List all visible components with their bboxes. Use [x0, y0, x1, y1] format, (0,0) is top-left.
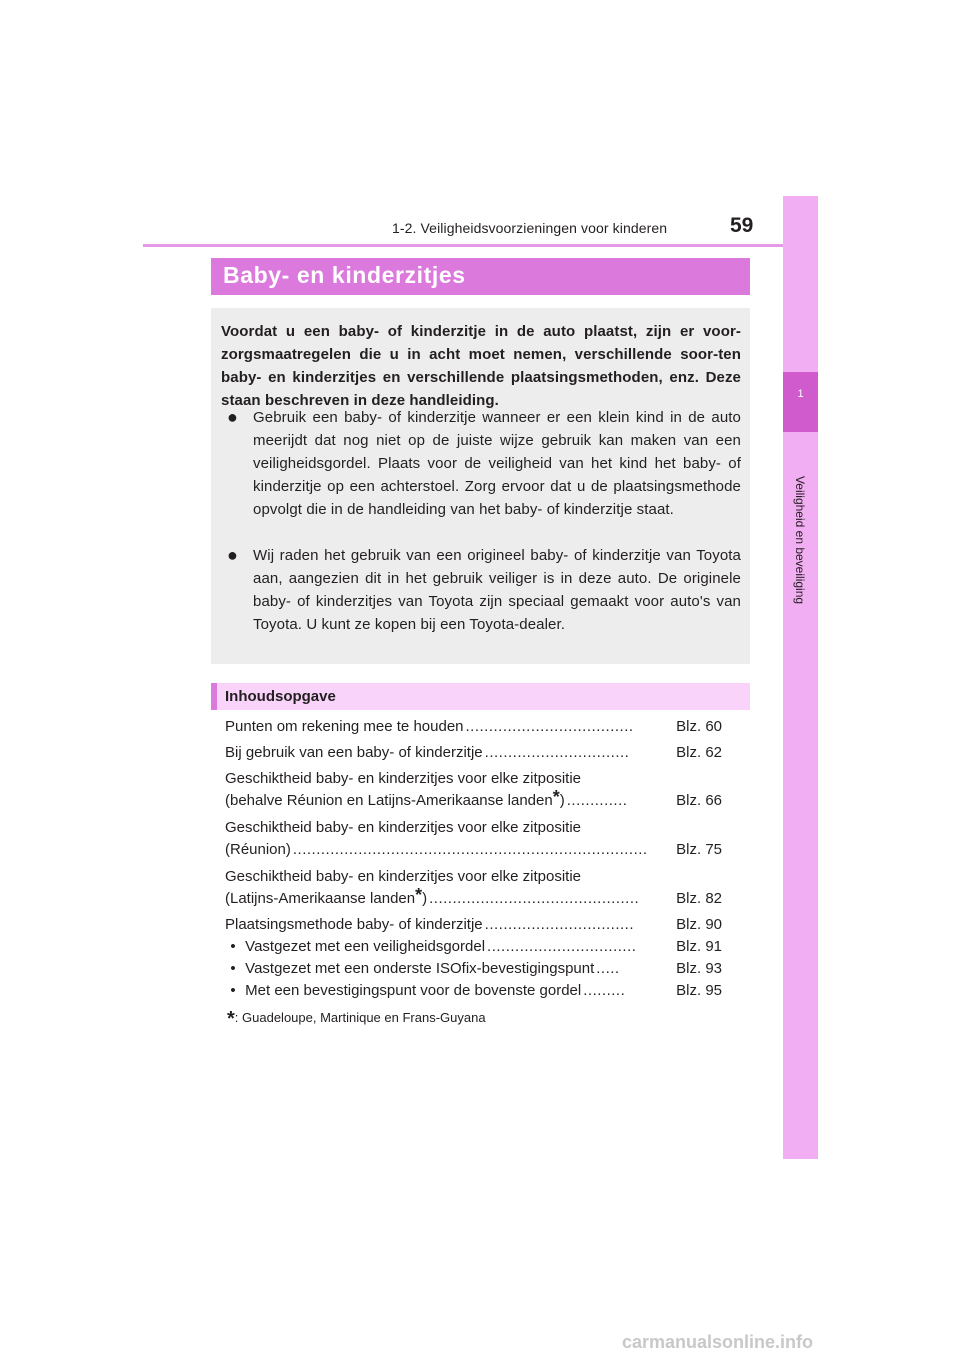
toc-entry[interactable] [225, 914, 722, 936]
bullet-dot-icon: • [230, 960, 236, 977]
toc-entry-line1: Geschiktheid baby- en kinderzitjes voor elke zitpositie [225, 770, 582, 787]
filled-circle-bullet-icon: ● [227, 545, 238, 565]
toc-leader-dots: ............................................................................ [292, 841, 648, 858]
toc-sub-entry-label: • Vastgezet met een veiligheidsgordel [225, 936, 485, 958]
toc-header-bar [211, 683, 750, 710]
toc-header-accent [211, 683, 217, 710]
toc-leader-dots: ............. [566, 792, 628, 809]
toc-sub-entry[interactable] [225, 980, 722, 1002]
toc-leader-dots: ................................ [487, 938, 637, 955]
toc-page-ref: Blz. 66 [676, 792, 722, 809]
toc-leader-dots: ............................... [484, 744, 630, 761]
intro-bullet-text: Gebruik een baby- of kinderzitje wanneer er een klein kind in de auto meerijdt dat nog niet op de juiste wijze gebruik kan maken van een veiligheidsgordel. Plaats voor de veiligheid van het kind het baby- of kinderzitje op een achterstoel. Zorg ervoor dat u de plaatsingsmethode opvolgt die in de handleiding van het baby- of kinderzitje staat. [253, 409, 741, 518]
bullet-dot-icon: • [230, 982, 236, 999]
section-title: Baby- en kinderzitjes [223, 262, 466, 288]
page-number: 59 [730, 214, 754, 237]
toc-entry[interactable] [225, 742, 722, 764]
footnote [227, 1008, 486, 1031]
intro-bullet-item [227, 406, 741, 521]
intro-bullet-item [227, 544, 741, 636]
toc-leader-dots: .................................... [465, 718, 634, 735]
filled-circle-bullet-icon: ● [227, 407, 238, 427]
toc-page-ref: Blz. 75 [676, 841, 722, 858]
footnote-star-icon: * [227, 1008, 235, 1030]
footnote-star-icon: * [415, 885, 423, 905]
toc-sub-entry[interactable] [225, 958, 722, 980]
watermark: carmanualsonline.info [622, 1332, 814, 1352]
side-chapter-tab[interactable] [783, 196, 818, 1159]
header-divider [143, 244, 818, 247]
chapter-subtitle: 1-2. Veiligheidsvoorzieningen voor kinderen [392, 220, 668, 236]
toc-page-ref: Blz. 90 [676, 916, 722, 933]
intro-paragraph: Voordat u een baby- of kinderzitje in de auto plaatst, zijn er voor-zorgsmaatregelen die u in acht moet nemen, verschillende soor-ten baby- en kinderzitjes en verschillende plaatsingsmethoden, enz. Deze staan beschreven in deze handleiding. [221, 323, 741, 409]
toc-page-ref: Blz. 60 [676, 718, 722, 735]
intro-bullet-text: Wij raden het gebruik van een origineel baby- of kinderzitje van Toyota aan, aangezien dit in het gebruik veiliger is in deze auto. De originele baby- of kinderzitjes van Toyota zijn speciaal gemaakt voor auto's van Toyota. U kunt ze kopen bij een Toyota-dealer. [253, 547, 741, 633]
toc-page-ref: Blz. 93 [676, 960, 722, 977]
toc-leader-dots: ............................................. [429, 890, 640, 907]
toc-entry[interactable] [225, 817, 722, 861]
toc-sub-entry[interactable] [225, 936, 722, 958]
toc-leader-dots: ................................ [484, 916, 635, 933]
toc-page-ref: Blz. 95 [676, 982, 722, 999]
toc-sub-entry-label: • Vastgezet met een onderste ISOfix-bevestigingspunt [225, 958, 594, 980]
toc-entry[interactable] [225, 768, 722, 812]
toc-leader-dots: ......... [583, 982, 626, 999]
toc-entry-line1: Geschiktheid baby- en kinderzitjes voor elke zitpositie [225, 868, 582, 885]
bullet-dot-icon: • [230, 938, 236, 955]
toc-entry-label: Bij gebruik van een baby- of kinderzitje [225, 744, 483, 761]
toc-entry[interactable] [225, 716, 722, 738]
toc-entry-label: Plaatsingsmethode baby- of kinderzitje [225, 916, 483, 933]
footnote-star-icon: * [552, 787, 560, 807]
toc-leader-dots: ..... [596, 960, 620, 977]
toc-page-ref: Blz. 91 [676, 938, 722, 955]
toc-sub-entry-label: • Met een bevestigingspunt voor de bovenste gordel [225, 980, 581, 1002]
side-tab-chapter-label: Veiligheid en beveiliging [793, 475, 807, 605]
side-tab-chapter-number: 1 [797, 388, 804, 400]
toc-entry-line1: Geschiktheid baby- en kinderzitjes voor elke zitpositie [225, 819, 582, 836]
side-tab-active-marker[interactable] [783, 372, 818, 432]
toc-entry-label: Punten om rekening mee te houden [225, 718, 464, 735]
toc-entry-label: (Latijns-Amerikaanse landen*) [225, 885, 428, 907]
toc-page-ref: Blz. 82 [676, 890, 722, 907]
toc-header: Inhoudsopgave [225, 688, 336, 705]
footnote-text: : Guadeloupe, Martinique en Frans-Guyana [234, 1010, 486, 1025]
toc-entry[interactable] [225, 866, 722, 910]
toc-entry-label: (behalve Réunion en Latijns-Amerikaanse landen*) [225, 787, 565, 809]
intro-box [211, 308, 750, 664]
toc-page-ref: Blz. 62 [676, 744, 722, 761]
toc-entry-label: (Réunion) [225, 841, 291, 858]
section-title-bar [211, 258, 750, 295]
